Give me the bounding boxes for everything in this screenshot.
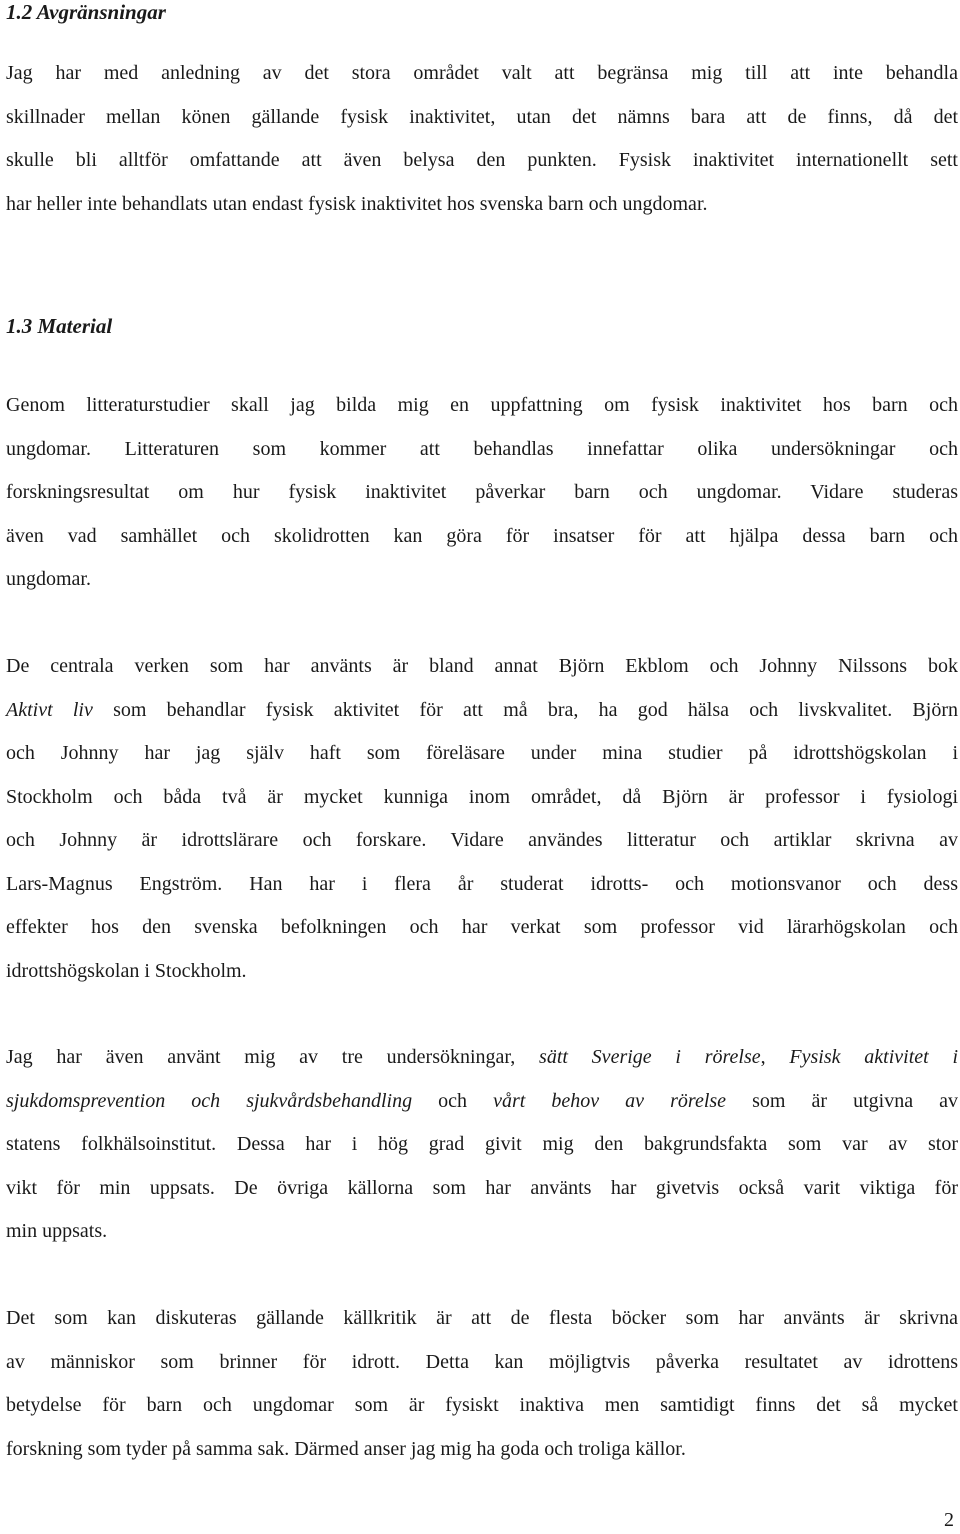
text-line: skulle bli alltför omfattande att även belysa den punkten. Fysisk inaktivitet internationellt sett: [6, 149, 958, 171]
report-title-vart-behov: vårt behov av rörelse: [493, 1089, 727, 1112]
book-title-aktivt-liv: Aktivt liv: [6, 698, 93, 721]
text-line: och Johnny är idrottslärare och forskare. Vidare användes litteratur och artiklar skrivna av: [6, 829, 958, 851]
text-span: och: [412, 1089, 494, 1112]
text-span: ,: [760, 1046, 790, 1068]
text-span: som är utgivna av: [726, 1089, 959, 1112]
page-number: 2: [944, 1509, 954, 1531]
section-heading-material: 1.3 Material: [6, 314, 113, 338]
text-line: Lars-Magnus Engström. Han har i flera år studerat idrotts- och motionsvanor och dess: [6, 872, 958, 895]
section-heading-avgransningar: 1.2 Avgränsningar: [6, 0, 166, 24]
text-span: Jag har även använt mig av tre undersökningar,: [6, 1046, 540, 1068]
report-title-fysisk-aktivitet-cont: sjukdomsprevention och sjukvårdsbehandling: [6, 1089, 413, 1112]
paragraph-material-1: [6, 384, 958, 602]
text-line: [6, 1080, 958, 1124]
text-span: som behandlar fysisk aktivitet för att må bra, ha god hälsa och livskvalitet. Björn: [92, 698, 958, 721]
paragraph-material-2: [6, 645, 958, 993]
text-line: Det som kan diskuteras gällande källkritik är att de flesta böcker som har använts är skrivna: [6, 1307, 958, 1329]
report-title-satt-sverige: sätt Sverige i rörelse: [539, 1046, 761, 1068]
text-line: betydelse för barn och ungdomar som är fysiskt inaktiva men samtidigt finns det så mycket: [6, 1394, 958, 1416]
text-line: De centrala verken som har använts är bland annat Björn Ekblom och Johnny Nilssons bok: [6, 655, 958, 677]
text-line: statens folkhälsoinstitut. Dessa har i hög grad givit mig den bakgrundsfakta som var av stor: [6, 1133, 958, 1155]
text-line: effekter hos den svenska befolkningen och har verkat som professor vid lärarhögskolan och: [6, 916, 958, 938]
text-line: Jag har med anledning av det stora området valt att begränsa mig till att inte behandla: [6, 62, 958, 84]
text-line: även vad samhället och skolidrotten kan göra för insatser för att hjälpa dessa barn och: [6, 524, 958, 547]
text-line: vikt för min uppsats. De övriga källorna som har använts har givetvis också varit viktiga för: [6, 1176, 958, 1199]
report-title-fysisk-aktivitet: Fysisk aktivitet i: [789, 1046, 959, 1068]
text-line: av människor som brinner för idrott. Detta kan möjligtvis påverka resultatet av idrottens: [6, 1350, 958, 1373]
paragraph-material-3: [6, 1036, 958, 1254]
text-line: skillnader mellan könen gällande fysisk inaktivitet, utan det nämns bara att de finns, då det: [6, 105, 958, 128]
text-line: [6, 689, 958, 733]
text-line: forskning som tyder på samma sak. Därmed anser jag mig ha goda och troliga källor.: [6, 1437, 686, 1460]
text-line: Genom litteraturstudier skall jag bilda mig en uppfattning om fysisk inaktivitet hos barn och: [6, 394, 958, 416]
text-line: [6, 1036, 958, 1080]
text-line: forskningsresultat om hur fysisk inaktivitet påverkar barn och ungdomar. Vidare studeras: [6, 481, 958, 503]
paragraph-material-4: [6, 1297, 958, 1471]
document-page: [6, 0, 958, 1534]
paragraph-avgransningar: [6, 52, 958, 226]
text-line: min uppsats.: [6, 1220, 108, 1242]
text-line: Stockholm och båda två är mycket kunniga inom området, då Björn är professor i fysiologi: [6, 785, 958, 808]
text-line: har heller inte behandlats utan endast fysisk inaktivitet hos svenska barn och ungdomar.: [6, 192, 708, 215]
text-line: ungdomar. Litteraturen som kommer att behandlas innefattar olika undersökningar och: [6, 437, 958, 460]
text-line: ungdomar.: [6, 568, 91, 590]
text-line: idrottshögskolan i Stockholm.: [6, 959, 247, 982]
text-line: och Johnny har jag själv haft som föreläsare under mina studier på idrottshögskolan i: [6, 742, 958, 764]
